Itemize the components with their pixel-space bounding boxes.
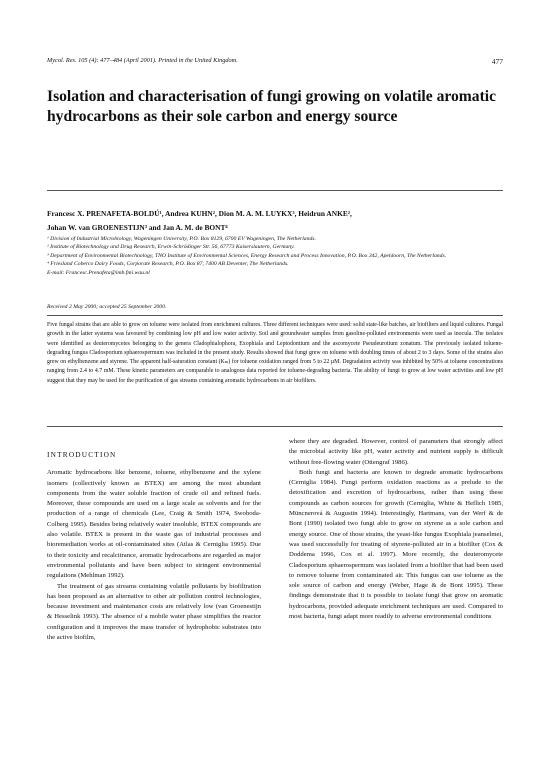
intro-paragraph-4: Both fungi and bacteria are known to degrade aromatic hydrocarbons (Cerniglia 1984). Fungi perform oxidation reactions as a prelude to the detoxification and excretion of hydrocarbons, rather than using these compounds as carbon sources for growth (Cerniglia, White & Heflich 1985, Müncnerová & Augustin 1994). Interestingly, Hartmans, van der Werf & de Bont (1990) isolated two fungi able to grow on styrene as a sole carbon and energy source. One of those strains, the yeast-like fungus Exophiala jeanselmei, was used successfully for treating of styrene-polluted air in a biofilter (Cox & Doddema 1996, Cox et al. 1997). More recently, the deuteromycete Cladosporium sphaerospermum was isolated from a biofilter that had been used to remove toluene from contaminated air. This fungus can use toluene as the sole source of carbon and energy (Weber, Hage & de Bont 1995). These findings demonstrate that it is possible to isolate fungi that grow on aromatic hydrocarbons, provided adequate enrichment techniques are used. Compared to most bacteria, fungi adapt more readily to adverse environmental conditions: [289, 468, 503, 621]
journal-citation: Mycol. Res. 105 (4): 477–484 (April 2001). Printed in the United Kingdom.: [47, 57, 238, 64]
contact-email: E-mail: Francesc.Prenafeta@imb.fmi.wau.nl: [47, 269, 150, 276]
author-line-2: Johan W. van GROENESTIJN³ and Jan A. M. de BONT⁴: [47, 223, 228, 232]
abstract-bottom-divider: [47, 426, 503, 427]
title-divider: [47, 190, 503, 191]
article-title: Isolation and characterisation of fungi growing on volatile aromatic hydrocarbons as their sole carbon and energy source: [47, 88, 497, 125]
received-date: Received 2 May 2000; accepted 25 September 2000.: [47, 304, 167, 310]
affiliation-2: ² Institute of Biotechnology and Drug Research, Erwin-Schrödinger Str. 56, 67773 Kaiserslautern, Germany.: [47, 244, 295, 251]
running-head: [47, 57, 503, 66]
affiliations: [47, 235, 503, 277]
intro-paragraph-2: The treatment of gas streams containing volatile pollutants by biofiltration has been proposed as an alternative to other air pollution control technologies, because investment and maintenance costs are relatively low (van Groenestijn & Hesselink 1993). The absence of a mobile water phase simplifies the reactor configuration and it improves the mass transfer of hydrophobic substrates into the active biofilm,: [47, 582, 261, 642]
author-line-1: Francesc X. PRENAFETA-BOLDÚ¹, Andrea KUHN², Dion M. A. M. LUYKX³, Heidrun ANKE²,: [47, 209, 352, 218]
affiliation-4: ⁴ Friesland Coberco Dairy Foods, Corporate Research, P.O. Box 87, 7400 AB Deventer, The Netherlands.: [47, 261, 289, 268]
page-number: 477: [491, 57, 503, 66]
introduction-heading: INTRODUCTION: [47, 450, 117, 459]
affiliation-3: ³ Department of Environmental Biotechnology, TNO Institute of Environmental Sciences, Energy Research and Process Innovation, P.O. Box 342, Apeldoorn, The Netherlands.: [47, 252, 447, 259]
abstract: Five fungal strains that are able to grow on toluene were isolated from enrichment cultures. Three different techniques were used: solid state-like batches, air biofilters and liquid cultures. Fungal growth in the latter systems was favoured by combining low pH and low water activity. Soil and groundwater samples from gasoline-polluted environments were used as inocula. The isolates were identified as deuteromycetes belonging to the genera Cladophialophora, Exophiala and Leptodontium and the ascomycete Pseudeurotium zonatum. The previously isolated toluene-degrading fungus Cladosporium sphaerospermum was included in the present study. Results showed that fungi grew on toluene with doubling times of about 2 to 3 days. Some of the strains also grew on ethylbenzene and styrene. The apparent half-saturation constant (Kₘ) for toluene oxidation ranged from 5 to 22 µM. Degradation activity was inhibited by 50% at toluene concentrations ranging from 2.4 to 4.7 mM. These kinetic parameters are comparable to analogous data reported for toluene-degrading bacteria. The ability of fungi to grow at low water activities and low pH suggest that they may be used for the purification of gas streams containing aromatic hydrocarbons in air biofilters.: [47, 322, 503, 384]
affiliation-1: ¹ Division of Industrial Microbiology, Wageningen University, P.O. Box 8129, 6700 EV Wageningen, The Netherlands.: [47, 236, 316, 242]
intro-paragraph-3: where they are degraded. However, control of parameters that strongly affect the microbial activity like pH, water activity and nutrient supply is difficult without free-flowing water (Ottengraf 1986).: [289, 438, 503, 466]
right-column: [289, 437, 503, 622]
abstract-top-divider: [47, 315, 503, 316]
author-list: [47, 207, 503, 235]
left-column: [47, 434, 261, 643]
intro-paragraph-1: Aromatic hydrocarbons like benzene, toluene, ethylbenzene and the xylene isomers (collectively known as BTEX) are among the most abundant components from the water soluble fraction of crude oil and refined fuels. Moreover, these compounds are used on a large scale as solvents and for the production of a range of chemicals (Lee, Craig & Smith 1974, Swoboda-Colberg 1995). Besides being relatively water insoluble, BTEX compounds are also volatile. BTEX is present in the waste gas of industrial processes and bioremediation works at oil-contaminated sites (Atlas & Cerniglia 1995). Due to their toxicity and recalcitrance, aromatic hydrocarbons are regarded as major environmental pollutants and have been subject to stringent environmental regulations (Mehlman 1992).: [47, 469, 261, 580]
